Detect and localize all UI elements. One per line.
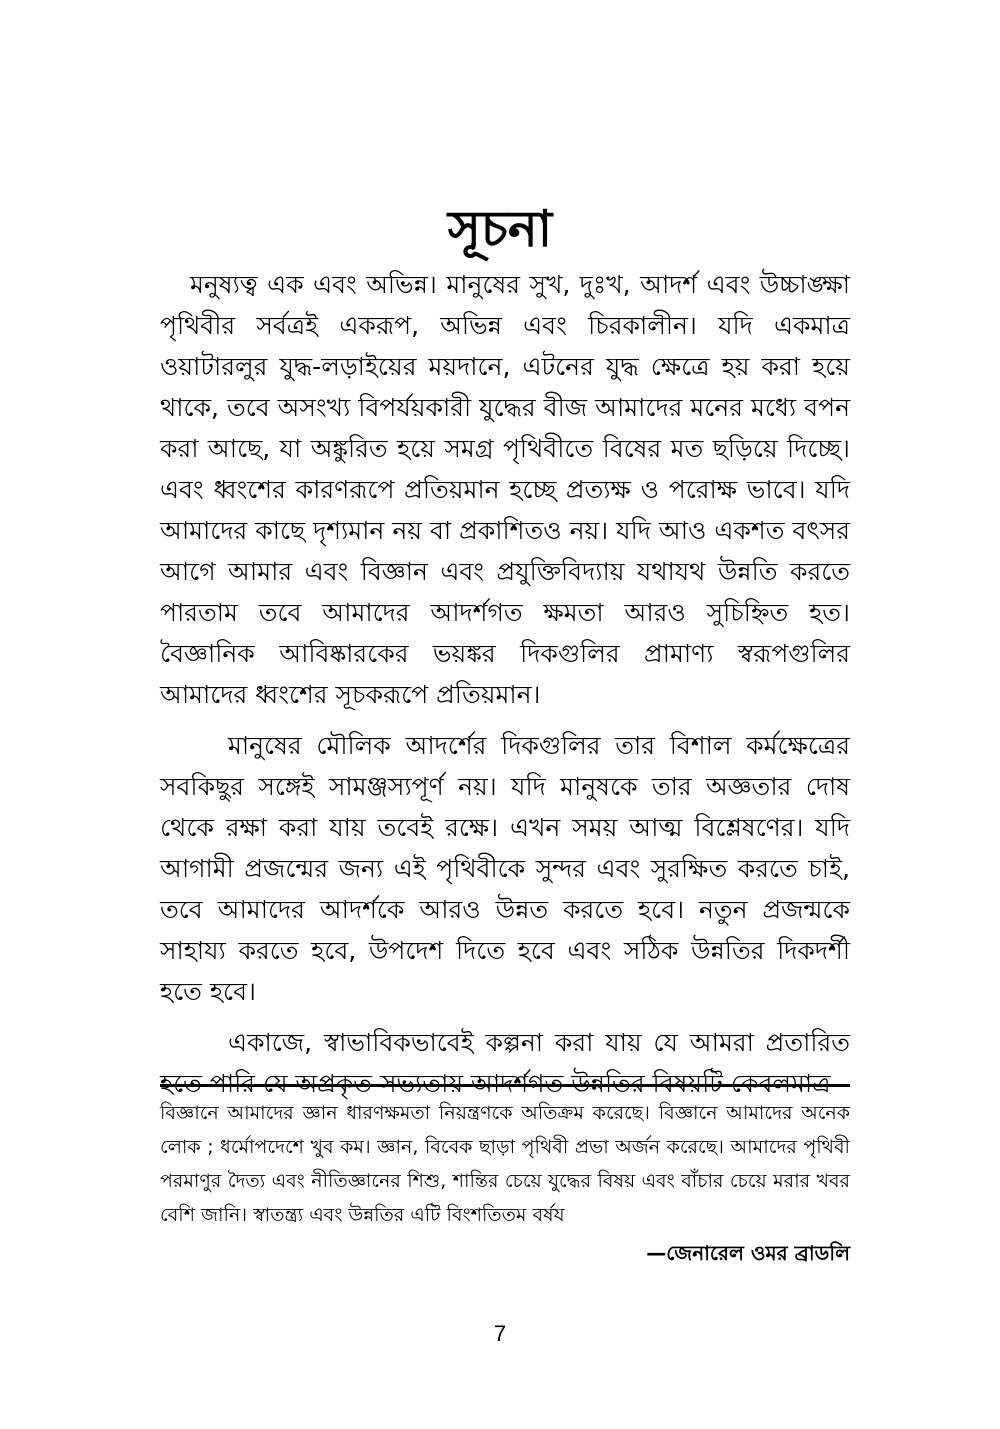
page-title: সূচনা [447, 200, 553, 258]
footnote-attribution: —জেনারেল ওমর ব্রাডলি [646, 1241, 850, 1265]
paragraph-1: মনুষ্যত্ব এক এবং অভিন্ন। মানুষের সুখ, দুঃখ, আদর্শ এবং উচ্চাঙ্ক্ষা পৃথিবীর সর্বত্রই একরূপ, অভিন্ন এবং চিরকালীন। যদি একমাত্র ওয়াটারলুর যুদ্ধ-লড়াইয়ের ময়দানে, এটনের যুদ্ধ ক্ষেত্রে হয় করা হয়ে থাকে, তবে অসংখ্য বিপর্যয়কারী যুদ্ধের বীজ আমাদের মনের মধ্যে বপন করা আছে, যা অঙ্কুরিত হয়ে সমগ্র পৃথিবীতে বিষের মত ছড়িয়ে দিচ্ছে। এবং ধ্বংশের কারণরূপে প্রতিয়মান হচ্ছে প্রত্যক্ষ ও পরোক্ষ ভাবে। যদি আমাদের কাছে দৃশ্যমান নয় বা প্রকাশিতও নয়। যদি আও একশত বৎসর আগে আমার এবং বিজ্ঞান এবং প্রযুক্তিবিদ্যায় যথাযথ উন্নতি করতে পারতাম তবে আমাদের আদর্শগত ক্ষমতা আরও সুচিহ্নিত হত। বৈজ্ঞানিক আবিষ্কারকের ভয়ঙ্কর দিকগুলির প্রামাণ্য স্বরূপগুলির আমাদের ধ্বংশের সূচকরূপে প্রতিয়মান। [160, 270, 850, 709]
main-text [160, 264, 850, 1114]
paragraph-3: একাজে, স্বাভাবিকভাবেই কল্পনা করা যায় যে আমরা প্রতারিত হতে পারি যে অপ্রকৃত সভ্যতায় আদর্শগত উন্নতির বিষয়টি কেবলমাত্র [160, 1028, 850, 1098]
footnote-divider [160, 1084, 850, 1087]
page-number: 7 [493, 1321, 507, 1346]
footnote-text: বিজ্ঞানে আমাদের জ্ঞান ধারণক্ষমতা নিয়ন্ত্রণকে অতিক্রম করেছে। বিজ্ঞানে আমাদের অনেক লোক ; ধর্মোপদেশে খুব কম। জ্ঞান, বিবেক ছাড়া পৃথিবী প্রভা অর্জন করেছে। আমাদের পৃথিবী পরমাণুর দৈত্য এবং নীতিজ্ঞানের শিশু, শান্তির চেয়ে যুদ্ধের বিষয় এবং বাঁচার চেয়ে মরার খবর বেশি জানি। স্বাতন্ত্র্য এবং উন্নতির এটি বিংশতিতম বর্ষয [160, 1102, 850, 1226]
footnote [160, 1096, 850, 1270]
paragraph-2: মানুষের মৌলিক আদর্শের দিকগুলির তার বিশাল কর্মক্ষেত্রের সবকিছুর সঙ্গেই সামঞ্জস্যপূর্ণ নয়। যদি মানুষকে তার অজ্ঞতার দোষ থেকে রক্ষা করা যায় তবেই রক্ষে। এখন সময় আত্ম বিশ্লেষণের। যদি আগামী প্রজন্মের জন্য এই পৃথিবীকে সুন্দর এবং সুরক্ষিত করতে চাই, তবে আমাদের আদর্শকে আরও উন্নত করতে হবে। নতুন প্রজন্মকে সাহায্য করতে হবে, উপদেশ দিতে হবে এবং সঠিক উন্নতির দিকদর্শী হতে হবে। [160, 731, 850, 1006]
